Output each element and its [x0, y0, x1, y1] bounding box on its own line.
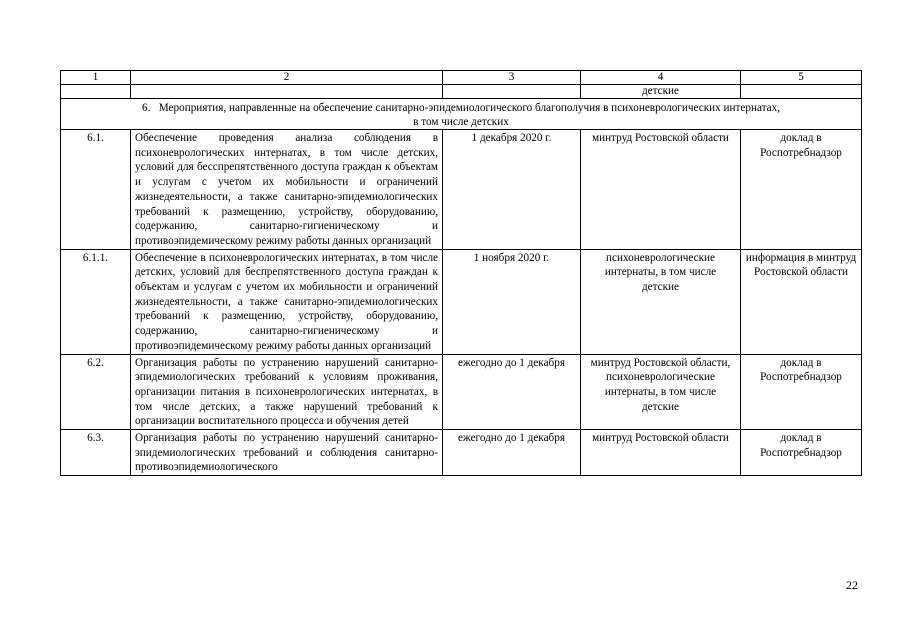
column-number-row [61, 71, 862, 85]
section-number: 6. [141, 102, 151, 114]
item-responsible: психоневрологические интернаты, в том числе детские [581, 249, 741, 354]
item-number: 6.1. [61, 130, 131, 250]
column-number-1: 1 [61, 71, 131, 85]
item-description: Организация работы по устранению нарушений санитарно-эпидемиологических требований и соблюдения санитарно-противоэпидемиологического [131, 430, 443, 476]
action-plan-table [60, 70, 862, 476]
item-number: 6.1.1. [61, 249, 131, 354]
item-result: доклад в Роспотребнадзор [741, 130, 862, 250]
item-result: информация в минтруд Ростовской области [741, 249, 862, 354]
item-description: Обеспечение в психоневрологических интернатах, в том числе детских, условий для беспрепятственного доступа граждан к объектам и услугам с учетом их мобильности и ограничений жизнедеятельности, а также санитарно-эпидемиологических требований к размещению, устройству, оборудованию, содержанию, санитарно-гигиеническому и противоэпидемическому режиму работы данных организаций [131, 249, 443, 354]
item-description: Организация работы по устранению нарушений санитарно-эпидемиологических требований к условиям проживания, организации питания в психоневрологических интернатах, в том числе детских, а также нарушений требований к организации воспитательного процесса и обучения детей [131, 354, 443, 430]
item-deadline: ежегодно до 1 декабря [443, 354, 581, 430]
table-row [61, 249, 862, 354]
continued-cell-4: детские [581, 85, 741, 99]
page-number: 22 [846, 578, 858, 592]
section-heading-row [61, 99, 862, 130]
item-result: доклад в Роспотребнадзор [741, 430, 862, 476]
continued-cell-3 [443, 85, 581, 99]
column-number-3: 3 [443, 71, 581, 85]
item-result: доклад в Роспотребнадзор [741, 354, 862, 430]
item-description: Обеспечение проведения анализа соблюдения в психоневрологических интернатах, в том числе детских, условий для бесспрепятственного доступа граждан к объектам и услугам с учетом их мобильности и ограничений жизнедеятельности, а также санитарно-эпидемиологических требований к размещению, устройству, оборудованию, содержанию, санитарно-гигиеническому и противоэпидемическому режиму работы данных организаций [131, 130, 443, 250]
item-deadline: 1 ноября 2020 г. [443, 249, 581, 354]
item-deadline: 1 декабря 2020 г. [443, 130, 581, 250]
section-heading [61, 99, 862, 130]
table-row [61, 130, 862, 250]
continued-cell-2 [131, 85, 443, 99]
continued-cell-5 [741, 85, 862, 99]
column-number-4: 4 [581, 71, 741, 85]
item-deadline: ежегодно до 1 декабря [443, 430, 581, 476]
column-number-5: 5 [741, 71, 862, 85]
table-row [61, 354, 862, 430]
item-number: 6.2. [61, 354, 131, 430]
section-title-line2: в том числе детских [413, 116, 509, 128]
continued-row [61, 85, 862, 99]
column-number-2: 2 [131, 71, 443, 85]
item-responsible: минтруд Ростовской области [581, 430, 741, 476]
item-responsible: минтруд Ростовской области [581, 130, 741, 250]
item-number: 6.3. [61, 430, 131, 476]
item-responsible: минтруд Ростовской области, психоневрологические интернаты, в том числе детские [581, 354, 741, 430]
continued-cell-1 [61, 85, 131, 99]
section-title: Мероприятия, направленные на обеспечение санитарно-эпидемиологического благополучия в психоневрологических интернатах, [158, 102, 781, 114]
table-row [61, 430, 862, 476]
